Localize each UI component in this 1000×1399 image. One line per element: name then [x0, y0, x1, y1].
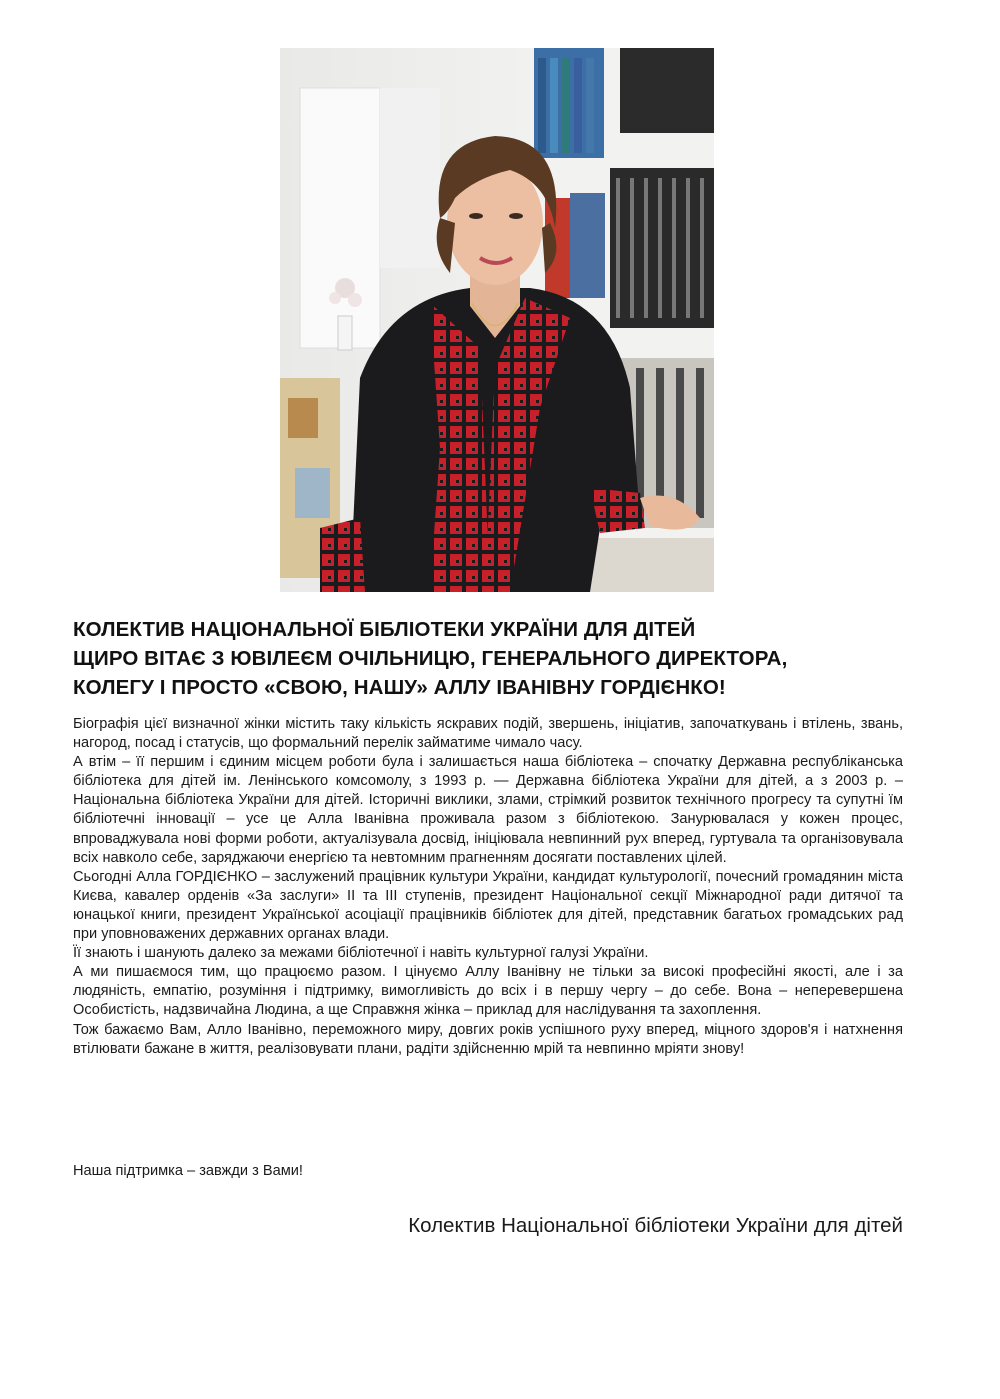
- paragraph-1: Біографія цієї визначної жінки містить таку кількість яскравих подій, звершень, ініціатив, започаткувань і втілень, звань, нагород, посад і статусів, що формальний перелік займатиме чимало часу.: [73, 716, 903, 752]
- portrait-photo: [280, 48, 714, 592]
- heading-line-3: КОЛЕГУ І ПРОСТО «СВОЮ, НАШУ» АЛЛУ ІВАНІВНУ ГОРДІЄНКО!: [73, 676, 726, 699]
- page-heading: [73, 615, 933, 702]
- paragraph-5: А ми пишаємося тим, що працюємо разом. І цінуємо Аллу Іванівну не тільки за високі професійні якості, але і за людяність, емпатію, розуміння і підтримку, вимогливість до всіх і в першу чергу – до себе. Вона – неперевершена Особистість, надзвичайна Людина, а ще Справжня жінка – приклад для наслідування та захоплення.: [73, 964, 903, 1019]
- heading-line-2: ЩИРО ВІТАЄ З ЮВІЛЕЄМ ОЧІЛЬНИЦЮ, ГЕНЕРАЛЬНОГО ДИРЕКТОРА,: [73, 647, 788, 670]
- portrait-illustration: [280, 48, 714, 592]
- paragraph-6: Тож бажаємо Вам, Алло Іванівно, переможного миру, довгих років успішного руху вперед, міцного здоров'я і натхнення втілювати бажане в життя, реалізовувати плани, радіти здійсненню мрій та невпинно мріяти знову!: [73, 1021, 903, 1057]
- body-text: [73, 715, 903, 1059]
- signature: Колектив Національної бібліотеки України для дітей: [408, 1214, 903, 1237]
- greeting-line: Наша підтримка – завжди з Вами!: [73, 1163, 303, 1179]
- paragraph-2: А втім – її першим і єдиним місцем роботи була і залишається наша бібліотека – спочатку Державна республіканська бібліотека для дітей ім. Ленінського комсомолу, з 1993 р. — Державна бібліотека України для дітей, а з 2003 р. – Національна бібліотека України для дітей. Історичні виклики, злами, стрімкий розвиток технічного прогресу та супутні їм бібліотечні інновації – усе це Алла Іванівна проживала разом з бібліотекою. Занурювалася у кожен процес, впроваджувала нові форми роботи, актуалізувала досвід, ініціювала невпинний рух вперед, гуртувала та організовувала всіх навколо себе, заряджаючи енергією та невтомним прагненням досягати поставлених цілей.: [73, 754, 903, 866]
- paragraph-3: Сьогодні Алла ГОРДІЄНКО – заслужений працівник культури України, кандидат культурології, почесний громадянин міста Києва, кавалер орденів «За заслуги» ІІ та ІІІ ступенів, президент Національної секції Міжнародної ради дитячої та юнацької книги, президент Української асоціації працівників бібліотек для дітей, представник багатьох громадських рад при уповноважених державних органах влади.: [73, 868, 903, 943]
- paragraph-4: Її знають і шанують далеко за межами бібліотечної і навіть культурної галузі України.: [73, 945, 649, 962]
- heading-line-1: КОЛЕКТИВ НАЦІОНАЛЬНОЇ БІБЛІОТЕКИ УКРАЇНИ ДЛЯ ДІТЕЙ: [73, 618, 696, 641]
